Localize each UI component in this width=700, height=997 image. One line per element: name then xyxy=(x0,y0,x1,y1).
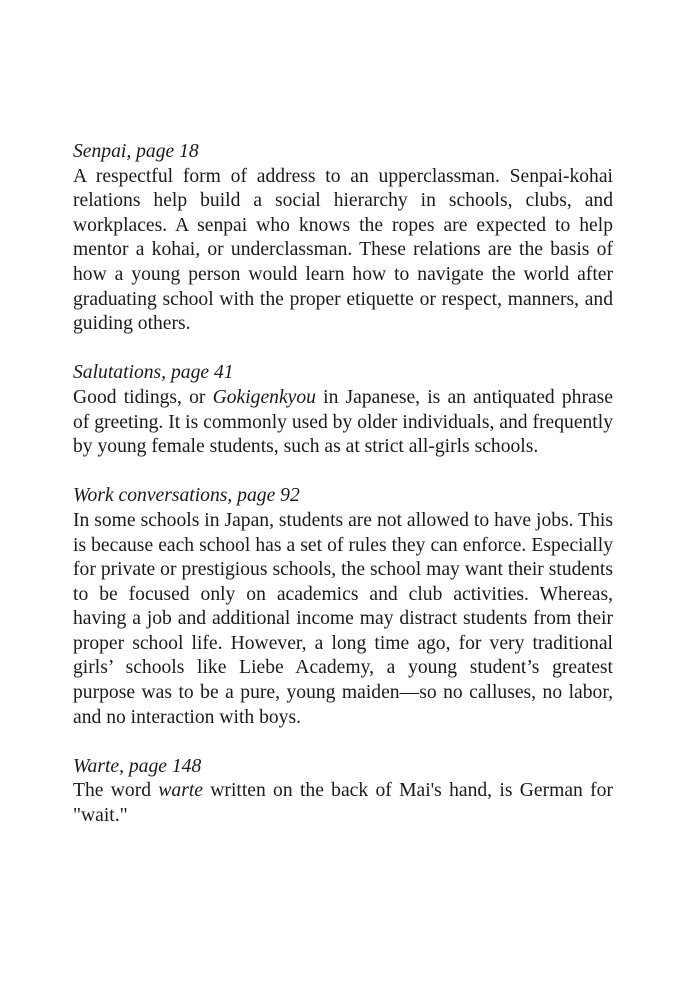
entry-body: In some schools in Japan, students are not allowed to have jobs. This is because each school has a set of rules they can enforce. Especially for private or prestigious schools, the school may want their students to be focused only on academics and club activities. Whereas, having a job and additional income may distract students from their proper school life. However, a long time ago, for very traditional girls’ schools like Liebe Academy, a young student’s greatest purpose was to be a pure, young maiden—so no calluses, no labor, and no interaction with boys. xyxy=(73,509,613,728)
entry-title: Senpai, page 18 xyxy=(73,141,199,162)
glossary-entry-salutations xyxy=(73,361,613,459)
glossary-entry-senpai xyxy=(73,140,613,337)
entry-body-emphasis: warte xyxy=(158,780,203,802)
glossary-entry-work-conversations xyxy=(73,484,613,730)
entry-body-emphasis: Gokigenkyou xyxy=(212,386,316,408)
entry-body-text: written on the back of Mai's hand, is German for "wait." xyxy=(73,780,613,827)
glossary-page xyxy=(73,140,613,853)
entry-body-text: in Japanese, is an antiquated phrase of greeting. It is commonly used by older individuals, and frequently by young female students, such as at strict all-girls schools. xyxy=(73,386,613,458)
entry-title: Warte, page 148 xyxy=(73,755,202,777)
entry-body xyxy=(73,386,613,460)
glossary-entry-warte xyxy=(73,755,613,829)
entry-body-text: The word xyxy=(73,780,159,802)
entry-body: A respectful form of address to an upperclassman. Senpai-kohai relations help build a social hierarchy in schools, clubs, and workplaces. A senpai who knows the ropes are expected to help mentor a kohai, or underclassman. These relations are the basis of how a young person would learn how to navigate the world after graduating school with the proper etiquette or respect, manners, and guiding others. xyxy=(73,165,613,335)
entry-body-text: Good tidings, or xyxy=(73,386,213,408)
entry-title: Salutations, page 41 xyxy=(73,362,234,384)
entry-title: Work conversations, page 92 xyxy=(73,485,300,507)
entry-body xyxy=(73,779,613,828)
